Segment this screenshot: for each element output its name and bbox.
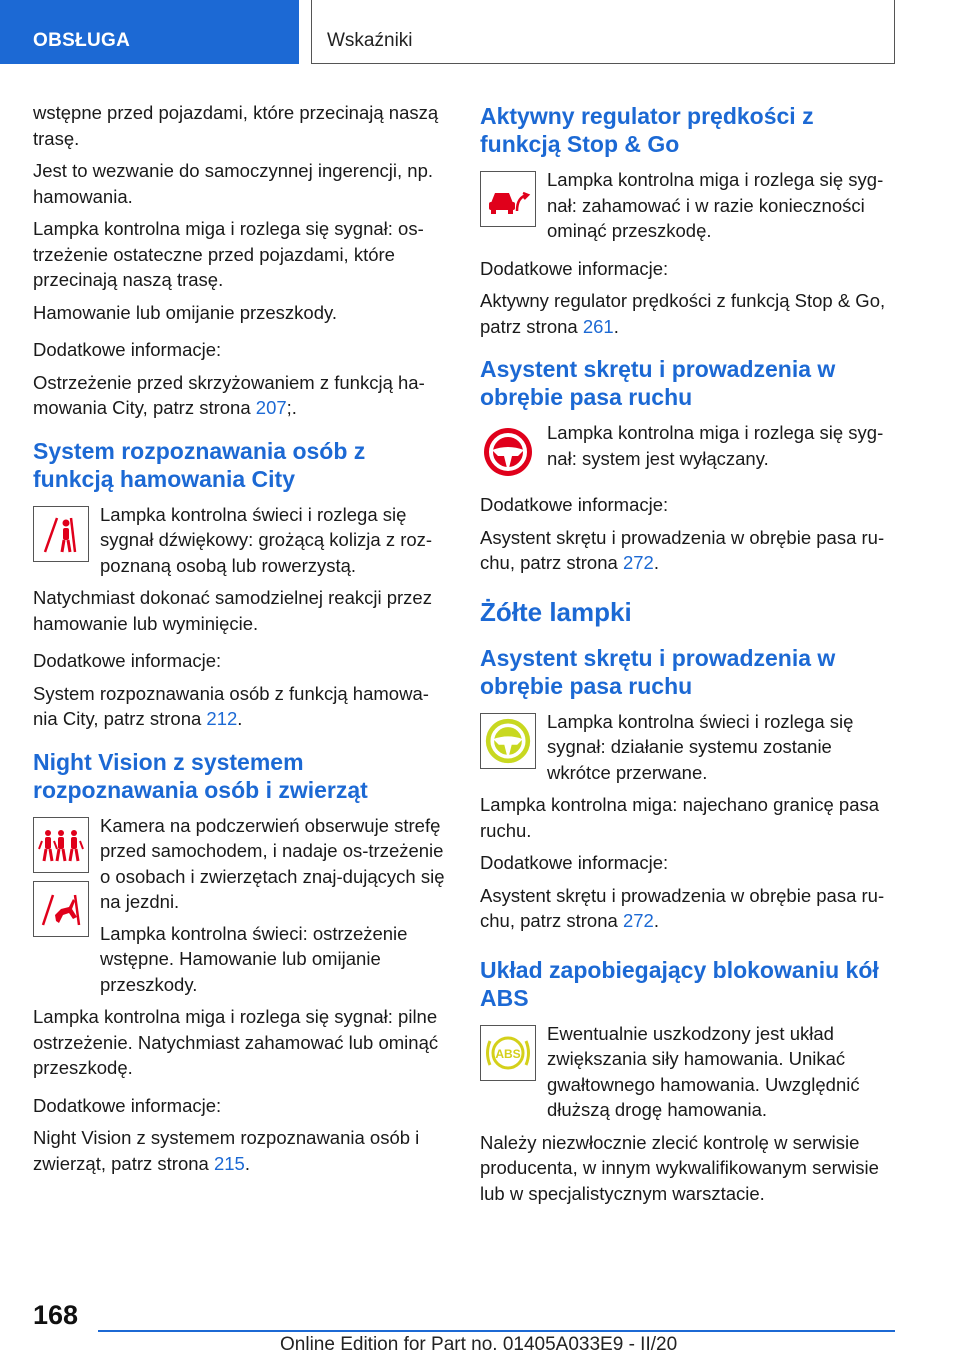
section-label: OBSŁUGA bbox=[33, 30, 131, 51]
paragraph: Dodatkowe informacje: bbox=[33, 1094, 222, 1116]
paragraph: System rozpoznawania osób z funkcją hamowa-nia City, patrz strona 212. bbox=[33, 682, 429, 729]
page-number: 168 bbox=[33, 1300, 79, 1330]
abs-warning-icon bbox=[480, 1025, 536, 1081]
steering-wheel-yellow-icon bbox=[480, 713, 536, 769]
page-link[interactable]: 272 bbox=[622, 552, 654, 573]
paragraph: Dodatkowe informacje: bbox=[33, 650, 222, 671]
paragraph: wstępne przed pojazdami, które przecinają naszą trasę. bbox=[33, 102, 439, 149]
section-heading: System rozpoznawania osób z funkcją hamowania City bbox=[33, 437, 366, 492]
paragraph: Dodatkowe informacje: bbox=[480, 852, 669, 873]
chapter-label: Wskaźniki bbox=[327, 30, 413, 51]
warning-text: Lampka kontrolna świeci: ostrzeżenie wstępne. Hamowanie lub omijanie przeszkody. bbox=[100, 922, 408, 995]
section-tab bbox=[0, 0, 299, 64]
abs-icon-label: ABS bbox=[495, 1046, 521, 1061]
page-link[interactable]: 212 bbox=[206, 708, 238, 729]
warning-text: Ewentualnie uszkodzony jest układ zwiększania siły hamowania. Unikać gwałtownego hamowania. Uwzględnić dłuższą drogę hamowania. bbox=[547, 1022, 860, 1120]
chapter-heading: Żółte lampki bbox=[480, 596, 632, 627]
pedestrian-warning-icon bbox=[33, 506, 89, 562]
paragraph: Dodatkowe informacje: bbox=[33, 339, 222, 360]
paragraph: Hamowanie lub omijanie przeszkody. bbox=[33, 301, 338, 323]
paragraph: Aktywny regulator prędkości z funkcją Stop & Go, patrz strona 261. bbox=[480, 290, 886, 337]
section-heading: Aktywny regulator prędkości z funkcją Stop & Go bbox=[480, 103, 814, 157]
paragraph: Lampka kontrolna miga: najechano granicę pasa ruchu. bbox=[480, 794, 880, 841]
page-link[interactable]: 261 bbox=[582, 315, 614, 337]
page-link[interactable]: 272 bbox=[622, 910, 654, 931]
steering-wheel-red-icon bbox=[480, 424, 536, 480]
warning-row bbox=[480, 1021, 898, 1123]
paragraph: Należy niezwłocznie zlecić kontrolę w serwisie producenta, w innym wykwalifikowanym serwisie lub w specjalistycznym warsztacie. bbox=[480, 1131, 879, 1204]
left-column bbox=[33, 100, 447, 1183]
warning-row bbox=[33, 502, 447, 579]
paragraph: Dodatkowe informacje: bbox=[480, 494, 669, 515]
warning-text: Lampka kontrolna świeci i rozlega się sygnał dźwiękowy: grożącą kolizja z roz-poznaną osobą lub rowerzystą. bbox=[100, 503, 433, 576]
paragraph: Jest to wezwanie do samoczynnej ingerencji, np. hamowania. bbox=[33, 160, 434, 207]
right-column bbox=[480, 100, 898, 1213]
warning-row bbox=[33, 813, 447, 998]
warning-text: Kamera na podczerwień obserwuje strefę przed samochodem, i nadaje os-trzeżenie o osobach i zwierzętach znaj-dujących się na jezdni. bbox=[100, 814, 445, 912]
paragraph: Dodatkowe informacje: bbox=[480, 257, 669, 279]
section-heading: Układ zapobiegający blokowaniu kół ABS bbox=[480, 956, 879, 1011]
paragraph: Asystent skrętu i prowadzenia w obrębie pasa ru-chu, patrz strona 272. bbox=[480, 884, 885, 931]
night-vision-persons-icon bbox=[33, 817, 89, 873]
warning-text: Lampka kontrolna miga i rozlega się syg-nał: system jest wyłączany. bbox=[547, 422, 884, 469]
warning-text: Lampka kontrolna miga i rozlega się syg-nał: zahamować i w razie konieczności ominąć przeszkodę. bbox=[547, 169, 884, 241]
page-link[interactable]: 207 bbox=[255, 397, 287, 418]
paragraph: Lampka kontrolna miga i rozlega się sygnał: pilne ostrzeżenie. Natychmiast zahamować lub ominąć przeszkodę. bbox=[33, 1006, 439, 1078]
paragraph: Night Vision z systemem rozpoznawania osób i zwierząt, patrz strona 215. bbox=[33, 1127, 420, 1174]
page-link[interactable]: 215 bbox=[213, 1152, 245, 1174]
warning-row bbox=[480, 167, 898, 244]
warning-row bbox=[480, 709, 898, 786]
paragraph: Asystent skrętu i prowadzenia w obrębie pasa ru-chu, patrz strona 272. bbox=[480, 526, 885, 573]
section-heading: Night Vision z systemem rozpoznawania osób i zwierząt bbox=[33, 748, 368, 803]
paragraph: Natychmiast dokonać samodzielnej reakcji przez hamowanie lub wyminięcie. bbox=[33, 587, 432, 634]
footer-divider bbox=[98, 1330, 895, 1332]
collision-warning-icon bbox=[480, 171, 536, 227]
warning-row bbox=[480, 420, 898, 480]
paragraph: Ostrzeżenie przed skrzyżowaniem z funkcją ha-mowania City, patrz strona 207;. bbox=[33, 371, 425, 418]
chapter-box bbox=[311, 0, 895, 64]
warning-text: Lampka kontrolna świeci i rozlega się sygnał: działanie systemu zostanie wkrótce przerwane. bbox=[547, 710, 854, 783]
section-heading: Asystent skrętu i prowadzenia w obrębie pasa ruchu bbox=[480, 356, 836, 410]
section-heading: Asystent skrętu i prowadzenia w obrębie pasa ruchu bbox=[480, 644, 836, 699]
paragraph: Lampka kontrolna miga i rozlega się sygnał: os-trzeżenie ostateczne przed pojazdami, które przecinają naszą trasę. bbox=[33, 218, 424, 290]
edition-text: Online Edition for Part no. 01405A033E9 - II/20 bbox=[280, 1334, 678, 1355]
night-vision-animal-icon bbox=[33, 881, 89, 937]
